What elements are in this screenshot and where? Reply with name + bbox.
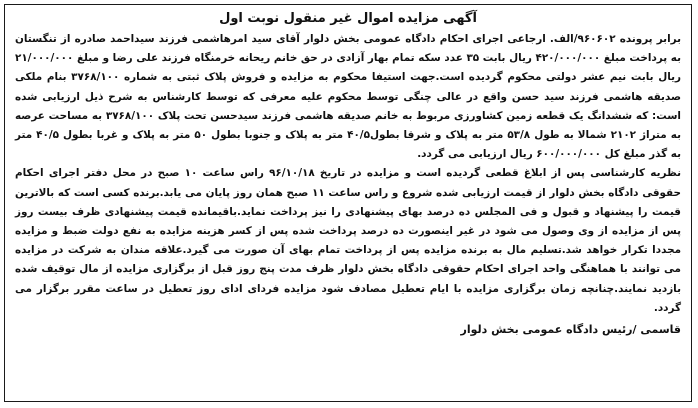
notice-body-paragraph-1: برابر پرونده ۹۶۰۶۰۲/الف. ارجاعی اجرای احکام دادگاه عمومی بخش دلوار آقای سید امرهاشمی فرزند سیداحمد صادره از تنگستان به پرداخت مبلغ ۴۲۰/۰۰۰/۰۰۰ ریال بابت ۳۵ عدد سکه تمام بهار آزادی در حق خانم ریحانه خرمنگاه فرزند علی رضا و مبلغ ۲۱/۰۰۰/۰۰۰ ریال بابت نیم عشر دولتی محکوم گردیده است.جهت استیفا محکوم به مزایده و فروش پلاک ثبتی به شماره ۳۷۶۸/۱۰۰ بنام ملکی صدیقه هاشمی فرزند سید حسن واقع در عالی چنگی توسط محکوم علیه معرفی که توسط کارشناس به شرح ذیل ارزیابی شده است: که ششدانگ یک قطعه زمین کشاورزی مربوط به خانم صدیقه هاشمی فرزند سیدحسن تحت پلاک ۳۷۶۸/۱۰۰ به مساحت عرصه به متراژ ۲۱۰۲ شمالا به طول ۵۳/۸ متر به پلاک و شرقا بطول۴۰/۵ متر به پلاک و جنوبا بطول ۵۰ متر به پلاک و غربا بطول ۴۰/۵ متر به گذر مبلغ کل ۶۰۰/۰۰۰/۰۰۰ ریال ارزیابی می گردد. [15,33,681,161]
notice-body-paragraph-2: نظریه کارشناسی پس از ابلاغ قطعی گردیده است و مزایده در تاریخ ۹۶/۱۰/۱۸ راس ساعت ۱۰ صبح در محل دفتر اجرای احکام حقوقی دادگاه بخش دلوار از قیمت ارزیابی شده شروع و راس ساعت ۱۱ صبح همان روز پایان می یابد.برنده کسی است که بالاترین قیمت را پیشنهاد و قبول و فی المجلس ده درصد بهای پیشنهادی را نیز پرداخت نماید.باقیمانده قیمت پیشنهادی ظرف بیست روز پس از مزایده از وی وصول می شود در غیر اینصورت ده درصد پرداخت شده پس از کسر هزینه مزایده به نفع دولت ضبط و مزایده مجددا تکرار خواهد شد.تسلیم مال به برنده مزایده پس از پرداخت تمام بهای آن صورت می گیرد.علاقه مندان به شرکت در مزایده می توانند با هماهنگی واحد اجرای احکام حقوقی دادگاه بخش دلوار ظرف مدت پنج روز قبل از برگزاری مزایده از مال توقیف شده بازدید نمایند.چنانچه زمان برگزاری مزایده با ایام تعطیل مصادف شود مزایده فردای ادای روز تعطیل در ساعت مقرر برگزار می گردد. [15,167,682,314]
notice-signature: قاسمی /رئیس دادگاه عمومی بخش دلوار [460,323,681,337]
auction-notice [4,4,692,402]
notice-title: آگهی مزایده اموال غیر منقول نوبت اول [219,11,477,26]
